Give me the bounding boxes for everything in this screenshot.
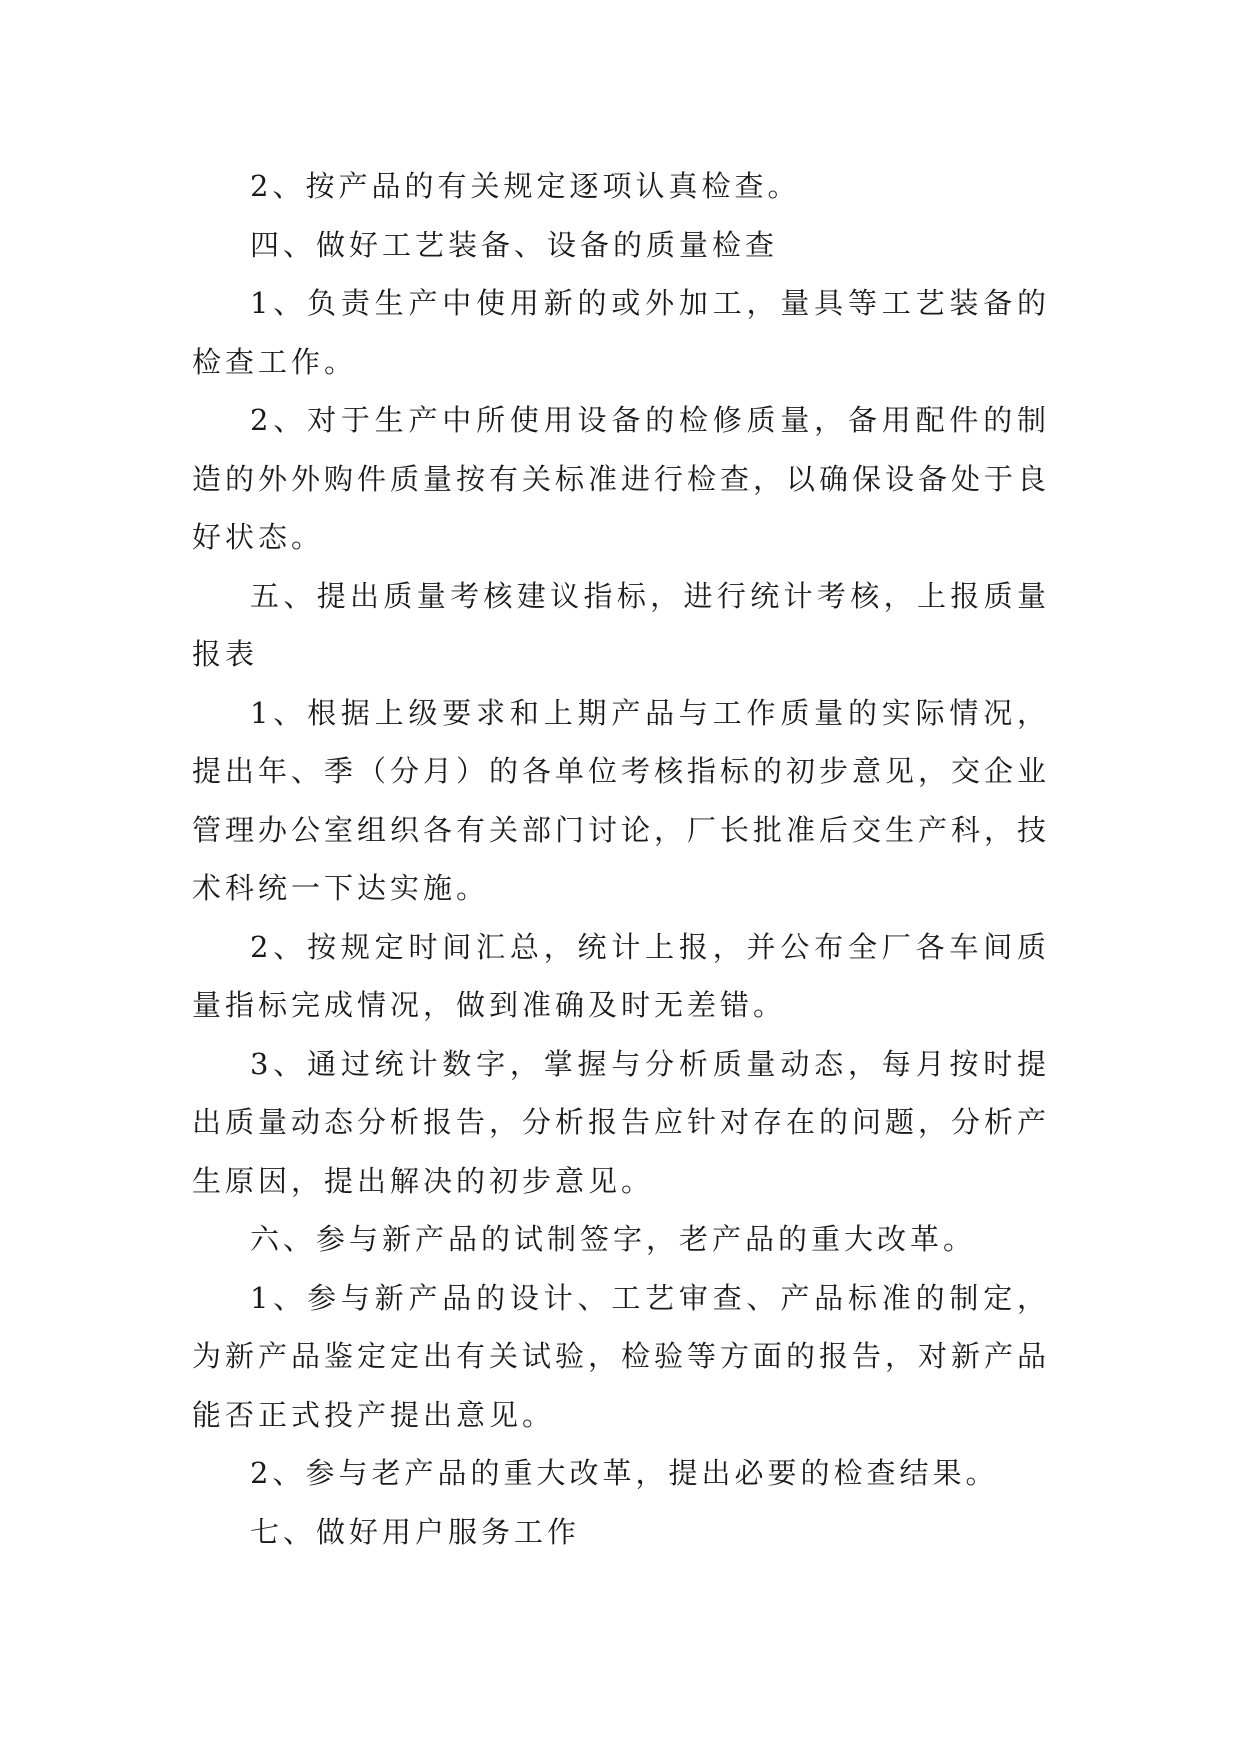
section-heading: 四、做好工艺装备、设备的质量检查 [250, 227, 779, 262]
section-heading: 五、提出质量考核建议指标，进行统计考核，上报质量报表 [192, 578, 1050, 671]
section-heading: 六、参与新产品的试制签字，老产品的重大改革。 [250, 1222, 977, 1256]
document-body [192, 157, 1050, 1561]
section-heading: 七、做好用户服务工作 [250, 1514, 581, 1549]
paragraph: 2、参与老产品的重大改革，提出必要的检查结果。 [250, 1456, 999, 1490]
paragraph: 2、按规定时间汇总，统计上报，并公布全厂各车间质量指标完成情况，做到准确及时无差错。 [192, 929, 1050, 1022]
paragraph: 3、通过统计数字，掌握与分析质量动态，每月按时提出质量动态分析报告，分析报告应针对存在的问题，分析产生原因，提出解决的初步意见。 [192, 1046, 1051, 1198]
paragraph: 2、按产品的有关规定逐项认真检查。 [250, 169, 801, 203]
paragraph: 1、根据上级要求和上期产品与工作质量的实际情况，提出年、季（分月）的各单位考核指标的初步意见，交企业管理办公室组织各有关部门讨论，厂长批准后交生产科，技术科统一下达实施。 [192, 695, 1051, 905]
paragraph: 2、对于生产中所使用设备的检修质量，备用配件的制造的外外购件质量按有关标准进行检查，以确保设备处于良好状态。 [192, 403, 1051, 554]
paragraph: 1、参与新产品的设计、工艺审查、产品标准的制定，为新产品鉴定定出有关试验，检验等方面的报告，对新产品能否正式投产提出意见。 [192, 1280, 1051, 1432]
paragraph: 1、负责生产中使用新的或外加工，量具等工艺装备的检查工作。 [192, 286, 1050, 379]
